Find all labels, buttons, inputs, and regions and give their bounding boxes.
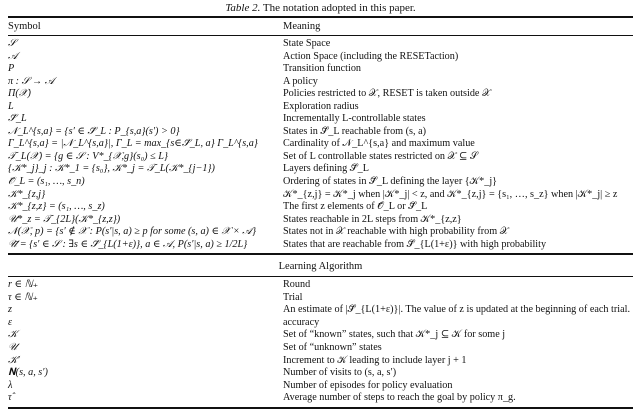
table-row (8, 163, 633, 176)
table-row (8, 279, 633, 292)
section-title-rule (8, 276, 633, 277)
top-rule (8, 16, 633, 18)
symbol-cell: 𝒰̃ = {s′ ∈ 𝒮 : ∃s ∈ 𝒮⃗_{L(1+ε)}, a ∈ 𝒜, P(s′|s, a) ≥ 1/2L} (8, 238, 248, 250)
meaning-cell: States not in 𝒳 reachable with high probability from 𝒳 (283, 226, 509, 238)
section-learning-algorithm (8, 279, 633, 404)
table-row (8, 101, 633, 114)
meaning-cell: Number of episodes for policy evaluation (283, 379, 453, 391)
header-symbol: Symbol (8, 21, 41, 32)
symbol-cell: 𝒜 (8, 50, 18, 62)
notation-table (8, 0, 633, 409)
table-row (8, 113, 633, 126)
symbol-cell: 𝒦 (8, 329, 18, 341)
meaning-cell: Exploration radius (283, 100, 359, 112)
meaning-cell: Increment to 𝒦 leading to include layer j + 1 (283, 354, 467, 366)
symbol-cell: 𝒦*_{z,j} (8, 188, 46, 200)
table-row (8, 176, 633, 189)
table-row (8, 329, 633, 342)
table-row (8, 304, 633, 317)
symbol-cell: π : 𝒮 → 𝒜 (8, 75, 55, 87)
meaning-cell: Trial (283, 291, 303, 303)
header-row (8, 20, 633, 33)
table-row (8, 38, 633, 51)
table-row (8, 367, 633, 380)
meaning-cell: Policies restricted to 𝒳, RESET is taken outside 𝒳 (283, 88, 491, 100)
meaning-cell: A policy (283, 75, 318, 87)
symbol-cell: L (8, 100, 14, 112)
symbol-cell: 𝒪⃗_L = (s₁, …, s_n) (8, 176, 85, 188)
meaning-cell: Set of “known” states, such that 𝒦*_j ⊆ 𝒦 for some j (283, 329, 506, 341)
symbol-cell: Π(𝒳) (8, 88, 31, 100)
meaning-cell: 𝒦*_{z,j} = 𝒦*_j when |𝒦*_j| < z, and 𝒦*_{z,j} = {s₁, …, s_z} when |𝒦*_j| ≥ z (283, 188, 618, 200)
table-row (8, 51, 633, 64)
symbol-cell: 𝒰 (8, 342, 18, 354)
table-row (8, 239, 633, 252)
meaning-cell: States in 𝒮⃗_L reachable from (s, a) (283, 125, 427, 137)
table-row (8, 151, 633, 164)
symbol-cell: P (8, 63, 15, 75)
table-row (8, 214, 633, 227)
table-row (8, 189, 633, 202)
table-row (8, 355, 633, 368)
meaning-cell: Transition function (283, 63, 362, 75)
meaning-cell: Layers defining 𝒮⃗_L (283, 163, 369, 175)
meaning-cell: Action Space (including the RESETaction) (283, 50, 459, 62)
section-title: Learning Algorithm (278, 261, 363, 273)
bottom-rule (8, 407, 633, 409)
table-row (8, 138, 633, 151)
table-row (8, 126, 633, 139)
table-row (8, 317, 633, 330)
table-row (8, 63, 633, 76)
symbol-cell: 𝐍(s, a, s′) (8, 367, 48, 379)
caption-text: The notation adopted in this paper. (262, 2, 416, 14)
table-row (8, 201, 633, 214)
symbol-cell: λ (8, 379, 13, 391)
table-row (8, 226, 633, 239)
table-row (8, 380, 633, 393)
table-caption (8, 1, 633, 16)
meaning-cell: States that are reachable from 𝒮⃗_{L(1+ε)} with high probability (283, 238, 547, 250)
meaning-cell: Set of “unknown” states (283, 342, 382, 354)
symbol-cell: r ∈ ℕ₊ (8, 279, 39, 291)
symbol-cell: z (8, 304, 12, 316)
symbol-cell: τ ∈ ℕ₊ (8, 291, 38, 303)
meaning-cell: Average number of steps to reach the goal by policy π_g. (283, 392, 516, 404)
symbol-cell: 𝒮⃗_L (8, 113, 27, 125)
symbol-cell: 𝒦*_{z,z} = (s₁, …, s_z) (8, 201, 105, 213)
meaning-cell: The first z elements of 𝒪⃗_L or 𝒮⃗_L (283, 201, 428, 213)
meaning-cell: Ordering of states in 𝒮⃗_L defining the layer {𝒦*_j} (283, 176, 498, 188)
symbol-cell: 𝒩_L^{s,a} = {s′ ∈ 𝒮⃗_L : P_{s,a}(s′) > 0} (8, 125, 180, 137)
symbol-cell: {𝒦*_j}_j : 𝒦*_1 = {s₀}, 𝒦*_j = 𝒯_L(𝒦*_{j−1}) (8, 163, 215, 175)
meaning-cell: States reachable in 2L steps from 𝒦*_{z,z} (283, 213, 462, 225)
symbol-cell: ε (8, 316, 13, 328)
symbol-cell: 𝒯_L(𝒳) = {g ∈ 𝒮 : V*_{𝒳,g}(s₀) ≤ L} (8, 150, 168, 162)
section-notation (8, 38, 633, 251)
symbol-cell: Γ_L^{s,a} = |𝒩_L^{s,a}|, Γ_L = max_{s∈𝒮⃗_L, a} Γ_L^{s,a} (8, 138, 258, 150)
meaning-cell: An estimate of |𝒮⃗_{L(1+ε)}|. The value of z is updated at the beginning of each trial. (283, 304, 631, 316)
meaning-cell: Incrementally L-controllable states (283, 113, 426, 125)
header-rule (8, 35, 633, 36)
meaning-cell: State Space (283, 38, 331, 49)
meaning-cell: Round (283, 279, 311, 291)
symbol-cell: 𝒩(𝒳, p) = {s′ ∉ 𝒳 : P(s′|s, a) ≥ p for some (s, a) ∈ 𝒳 × 𝒜} (8, 226, 257, 238)
meaning-cell: Number of visits to (s, a, s′) (283, 367, 397, 379)
symbol-cell: 𝒦′ (8, 354, 20, 366)
table-row (8, 76, 633, 89)
meaning-cell: Cardinality of 𝒩_L^{s,a} and maximum value (283, 138, 475, 150)
meaning-cell: accuracy (283, 316, 320, 328)
header-meaning: Meaning (283, 21, 321, 32)
symbol-cell: 𝒰*_z = 𝒯_{2L}(𝒦*_{z,z}) (8, 213, 121, 225)
caption-label: Table 2. (225, 2, 261, 14)
table-row (8, 342, 633, 355)
meaning-cell: Set of L controllable states restricted on 𝒳 ⊆ 𝒮 (283, 150, 478, 162)
table-row (8, 292, 633, 305)
symbol-cell: τ̂ (8, 392, 12, 404)
section-rule (8, 253, 633, 255)
table-row (8, 88, 633, 101)
symbol-cell: 𝒮 (8, 38, 16, 49)
